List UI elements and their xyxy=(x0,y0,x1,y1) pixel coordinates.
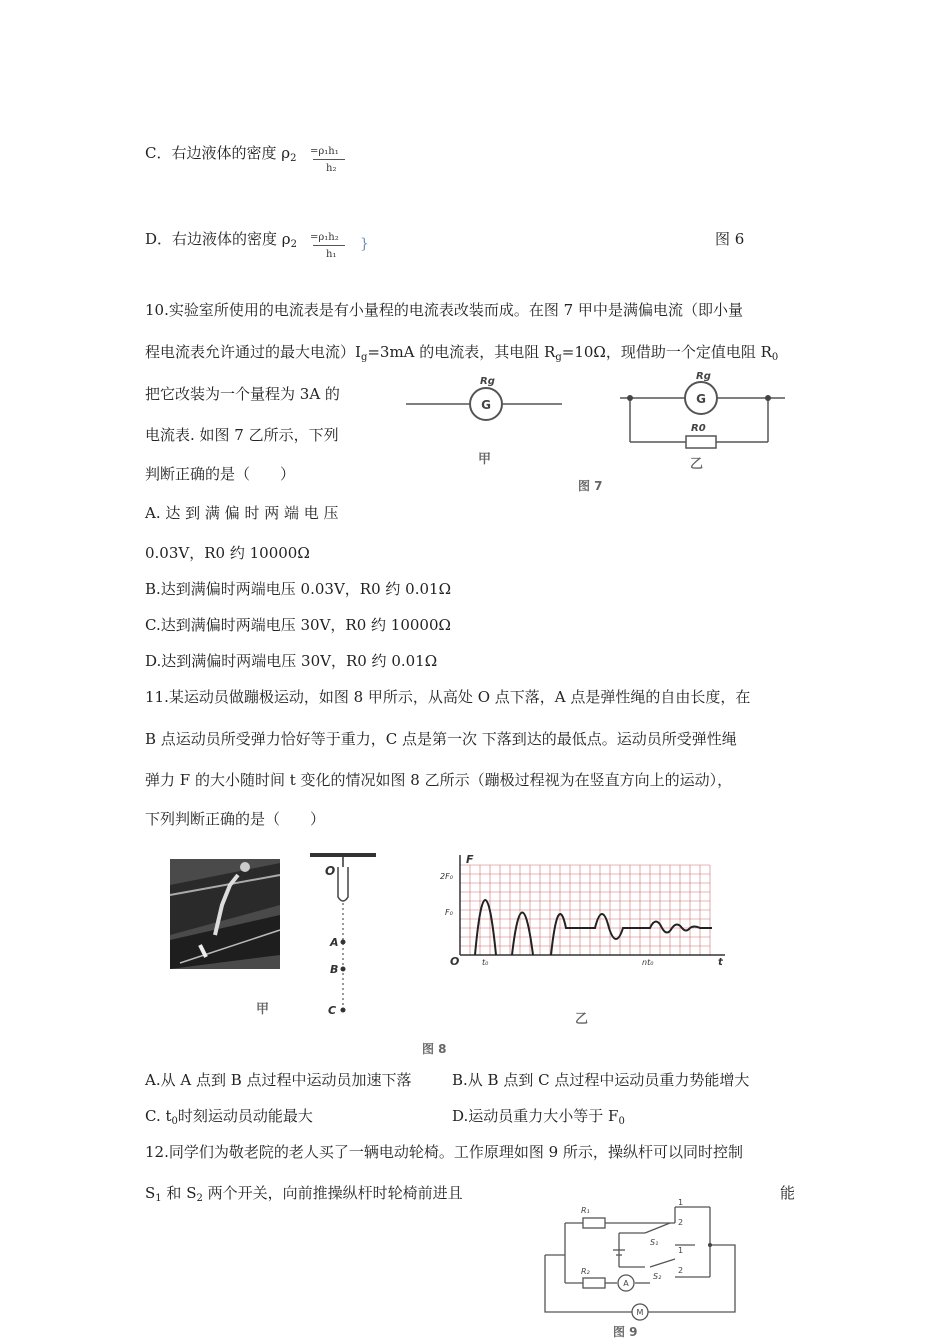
q10-text-line5: 判断正确的是（ ） xyxy=(145,465,296,483)
figure-9-circuit xyxy=(535,1195,750,1340)
q12-text-line1: 12.同学们为敬老院的老人买了一辆电动轮椅。工作原理如图 9 所示，操纵杆可以同时控制 xyxy=(145,1143,743,1161)
q10-option-a-cont: 0.03V，R0 约 10000Ω xyxy=(145,544,310,562)
svg-text:S₁: S₁ xyxy=(650,1238,659,1247)
svg-text:Rg: Rg xyxy=(696,371,711,382)
q10-text-line1: 10.实验室所使用的电流表是有小量程的电流表改装而成。在图 7 甲中是满偏电流（即小量 xyxy=(145,301,743,319)
q9-option-d-numerator: =ρ₁h₂ xyxy=(310,232,339,243)
svg-text:乙: 乙 xyxy=(575,1012,589,1027)
q11-option-b: B.从 B 点到 C 点过程中运动员重力势能增大 xyxy=(452,1071,750,1089)
resistor-icon xyxy=(686,436,716,448)
q11-text-line3: 弹力 F 的大小随时间 t 变化的情况如图 8 乙所示（蹦极过程视为在竖直方向上的运动）， xyxy=(145,771,733,789)
q10-text-line3: 把它改装为一个量程为 3A 的 xyxy=(145,385,340,403)
q12-text-line2: $S_1$ 和 $S_2$ 两个开关，向前推操纵杆时轮椅前进且 xyxy=(145,1184,463,1204)
fraction-bar xyxy=(313,245,345,246)
q11-text-line4: 下列判断正确的是（ ） xyxy=(145,810,326,828)
svg-text:F₀: F₀ xyxy=(445,908,453,917)
svg-text:A: A xyxy=(623,1279,629,1288)
q12-text-line2-end: 能 xyxy=(780,1184,796,1202)
circuit-yi xyxy=(620,371,785,472)
resistor-icon xyxy=(583,1218,605,1228)
force-time-graph xyxy=(440,853,725,1027)
svg-text:F: F xyxy=(466,853,474,866)
svg-text:2: 2 xyxy=(678,1218,684,1227)
brace-mark: } xyxy=(360,236,369,252)
svg-text:R0: R0 xyxy=(691,423,706,434)
svg-text:t: t xyxy=(718,957,723,968)
q11-text-line2: B 点运动员所受弹力恰好等于重力，C 点是第一次 下落到达的最低点。运动员所受弹性绳 xyxy=(145,730,737,748)
q11-option-a: A.从 A 点到 B 点过程中运动员加速下落 xyxy=(145,1071,412,1089)
svg-text:1: 1 xyxy=(678,1246,684,1255)
q10-option-a: A. 达 到 满 偏 时 两 端 电 压 xyxy=(145,504,339,522)
svg-text:R₁: R₁ xyxy=(581,1206,590,1215)
force-curve xyxy=(475,900,712,955)
svg-text:G: G xyxy=(481,398,491,412)
resistor-icon xyxy=(583,1278,605,1288)
svg-text:C: C xyxy=(328,1004,337,1017)
q10-option-d: D.达到满偏时两端电压 30V，R0 约 0.01Ω xyxy=(145,652,438,670)
figure-8 xyxy=(160,845,740,1060)
q9-option-c: C．右边液体的密度 $\rho_2$ xyxy=(145,144,297,164)
figure-9-caption: 图 9 xyxy=(613,1325,638,1339)
q9-figure-label: 图 6 xyxy=(715,230,745,248)
rope-diagram xyxy=(310,853,376,1017)
svg-text:S₂: S₂ xyxy=(653,1272,662,1281)
figure-7-circuits xyxy=(400,370,790,495)
svg-text:t₀: t₀ xyxy=(482,958,489,967)
q10-text-line2: 程电流表允许通过的最大电流）$I_g=3mA$ 的电流表，其电阻 $R_g=10\Omega$，现借助一个定值电阻 $R_0$ xyxy=(145,343,779,363)
svg-text:R₂: R₂ xyxy=(581,1267,590,1276)
svg-text:1: 1 xyxy=(678,1198,684,1207)
svg-text:B: B xyxy=(330,963,339,976)
svg-text:甲: 甲 xyxy=(256,1002,270,1017)
svg-text:G: G xyxy=(696,392,706,406)
q9-option-c-numerator: =ρ₁h₁ xyxy=(310,146,339,157)
svg-text:2F₀: 2F₀ xyxy=(440,872,453,881)
q11-text-line1: 11.某运动员做蹦极运动，如图 8 甲所示，从高处 O 点下落，A 点是弹性绳的自由长度，在 xyxy=(145,688,751,706)
svg-text:O: O xyxy=(450,955,460,968)
bungee-photo xyxy=(170,859,280,1017)
figure-7-caption: 图 7 xyxy=(578,479,603,493)
q9-option-d: D．右边液体的密度 $\rho_2$ xyxy=(145,230,297,250)
svg-text:O: O xyxy=(325,864,336,878)
q11-option-d: D.运动员重力大小等于 $F_0$ xyxy=(452,1107,625,1127)
q9-option-d-denominator: h₁ xyxy=(326,249,337,260)
svg-text:甲: 甲 xyxy=(478,452,492,467)
fraction-bar xyxy=(313,159,345,160)
q9-option-c-denominator: h₂ xyxy=(326,163,337,174)
svg-text:Rg: Rg xyxy=(480,376,495,387)
figure-8-caption: 图 8 xyxy=(422,1042,447,1056)
svg-text:2: 2 xyxy=(678,1266,684,1275)
svg-text:乙: 乙 xyxy=(690,457,704,472)
circuit-jia xyxy=(406,376,562,467)
svg-text:nt₀: nt₀ xyxy=(642,958,654,967)
svg-text:M: M xyxy=(636,1308,644,1317)
q10-option-c: C.达到满偏时两端电压 30V，R0 约 10000Ω xyxy=(145,616,451,634)
svg-text:A: A xyxy=(330,936,339,949)
q10-option-b: B.达到满偏时两端电压 0.03V，R0 约 0.01Ω xyxy=(145,580,451,598)
q10-text-line4: 电流表. 如图 7 乙所示，下列 xyxy=(145,426,339,444)
q11-option-c: C. $t_0$时刻运动员动能最大 xyxy=(145,1107,313,1127)
